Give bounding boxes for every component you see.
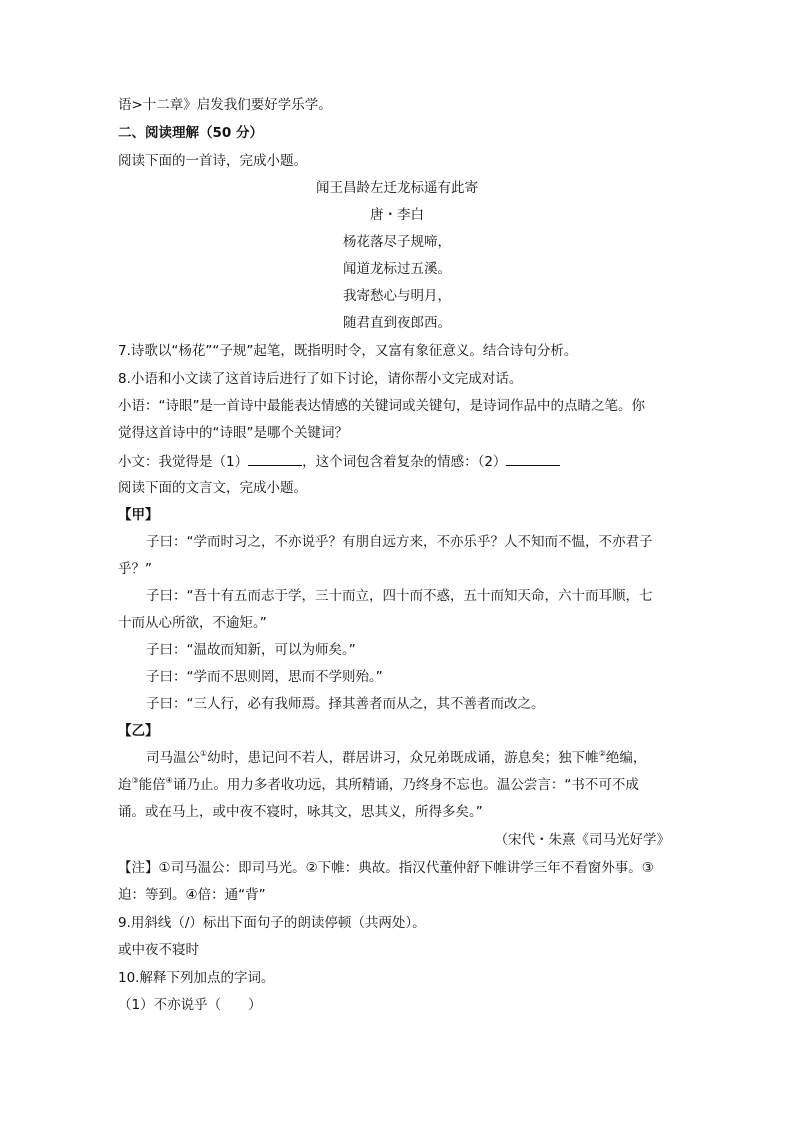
- passage-text: 子曰：“温故而知新，可以为师矣。”: [146, 642, 356, 658]
- passage-label: 【甲】: [118, 507, 159, 523]
- poem-line: 我寄愁心与明月，: [343, 288, 451, 304]
- dialogue-text: 小语：“诗眼”是一首诗中最能表达情感的关键词或关键句，是诗词作品中的点睛之笔。你: [118, 398, 645, 414]
- question-8: 8.小语和小文读了这首诗后进行了如下讨论，请你帮小文完成对话。: [118, 371, 523, 387]
- passage-fragment: 司马温公: [146, 750, 200, 766]
- passage-text: 十而从心所欲，不逾矩。”: [118, 615, 267, 631]
- answer-blank-1[interactable]: [248, 451, 302, 466]
- passage-text: [146, 748, 646, 768]
- poem-line: 随君直到夜郎西。: [343, 315, 451, 331]
- text-line: 语>十二章》启发我们要好学乐学。: [118, 97, 332, 113]
- instruction-text: 阅读下面的一首诗，完成小题。: [118, 153, 307, 169]
- question-9: 9.用斜线（/）标出下面句子的朗读停顿（共两处）。: [118, 915, 426, 931]
- passage-fragment: 绝编，: [605, 750, 647, 766]
- passage-fragment: 诵乃止。用力多者收功远，其所精诵，乃终身不忘也。温公尝言：“书不可不成: [172, 777, 639, 793]
- section-heading: 二、阅读理解（50 分）: [118, 125, 263, 141]
- question-10: 10.解释下列加点的字词。: [118, 970, 275, 986]
- source-citation: （宋代・朱熹《司马光好学》: [494, 832, 670, 848]
- passage-text: 子曰：“吾十有五而志于学，三十而立，四十而不惑，五十而知天命，六十而耳顺，七: [146, 588, 653, 604]
- passage-text: 诵。或在马上，或中夜不寝时，咏其文，思其义，所得多矣。”: [118, 804, 483, 820]
- answer-blank-2[interactable]: [506, 451, 560, 466]
- passage-text: [118, 775, 639, 795]
- passage-label: 【乙】: [118, 723, 159, 739]
- footnote-marker: ④: [165, 776, 173, 785]
- dialogue-text: 觉得这首诗中的“诗眼”是哪个关键词？: [118, 425, 348, 441]
- poem-line: 杨花落尽子规啼，: [343, 234, 451, 250]
- instruction-text: 阅读下面的文言文，完成小题。: [118, 480, 307, 496]
- passage-text: 子曰：“三人行，必有我师焉。择其善者而从之，其不善者而改之。: [146, 696, 545, 712]
- dialogue-answer-line: [118, 451, 560, 472]
- annotation-note: 【注】①司马温公：即司马光。②下帷：典故。指汉代董仲舒下帷讲学三年不看窗外事。③: [118, 860, 654, 876]
- passage-text: 乎？”: [118, 561, 152, 577]
- passage-fragment: 幼时，患记问不若人，群居讲习，众兄弟既成诵，游息矣；独下帷: [207, 750, 599, 766]
- question-10-item: （1）不亦说乎（ ）: [118, 997, 262, 1013]
- footnote-marker: ③: [131, 776, 139, 785]
- poem-author: 唐・李白: [370, 207, 424, 223]
- footnote-marker: ①: [200, 749, 208, 758]
- passage-text: 子曰：“学而时习之，不亦说乎？有朋自远方来，不亦乐乎？人不知而不愠，不亦君子: [146, 534, 653, 550]
- passage-text: 子曰：“学而不思则罔，思而不学则殆。”: [146, 669, 383, 685]
- passage-fragment: 能倍: [138, 777, 166, 793]
- dialogue-text: ，这个词包含着复杂的情感：（2）: [302, 454, 507, 470]
- poem-title: 闻王昌龄左迁龙标遥有此寄: [316, 180, 478, 196]
- footnote-marker: ②: [598, 749, 606, 758]
- question-7: 7.诗歌以“杨花”“子规”起笔，既指明时令，又富有象征意义。结合诗句分析。: [118, 343, 578, 359]
- poem-line: 闻道龙标过五溪。: [343, 261, 451, 277]
- annotation-note: 迫：等到。④倍：通“背”: [118, 887, 266, 903]
- passage-fragment: 迨: [118, 777, 132, 793]
- question-sentence: 或中夜不寝时: [118, 942, 199, 958]
- dialogue-text: 小文：我觉得是（1）: [118, 454, 249, 470]
